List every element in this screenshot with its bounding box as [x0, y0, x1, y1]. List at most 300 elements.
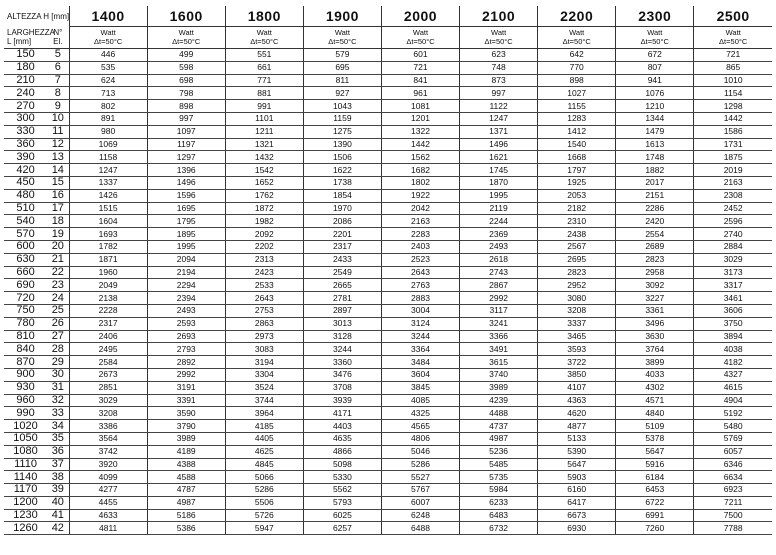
watt-value-cell: 1682	[381, 164, 459, 177]
height-value: 2100	[460, 6, 538, 27]
watt-value-cell: 1668	[538, 151, 616, 164]
watt-value-cell: 4625	[225, 445, 303, 458]
width-cell: 1140	[4, 471, 47, 484]
width-cell: 1200	[4, 496, 47, 509]
table-row	[4, 215, 772, 228]
table-row	[4, 74, 772, 87]
watt-value-cell: 5485	[460, 458, 538, 471]
watt-value-cell: 2042	[381, 202, 459, 215]
watt-value-cell: 2369	[460, 228, 538, 241]
watt-value-cell: 1895	[147, 228, 225, 241]
watt-value-cell: 3742	[69, 445, 147, 458]
elements-cell: 16	[47, 189, 69, 202]
watt-value-cell: 3361	[616, 304, 694, 317]
watt-value-cell: 1076	[616, 87, 694, 100]
watt-value-cell: 1155	[538, 100, 616, 113]
height-value: 1800	[225, 6, 303, 27]
watt-value-cell: 2138	[69, 292, 147, 305]
watt-value-cell: 6417	[538, 496, 616, 509]
watt-value-cell: 1412	[538, 125, 616, 138]
table-row	[4, 484, 772, 497]
watt-value-cell: 1970	[303, 202, 381, 215]
watt-value-cell: 1154	[694, 87, 772, 100]
elements-cell: 29	[47, 356, 69, 369]
watt-value-cell: 1621	[460, 151, 538, 164]
watt-value-cell: 721	[694, 49, 772, 62]
unit-header-cell	[694, 27, 772, 49]
watt-value-cell: 5903	[538, 471, 616, 484]
watt-value-cell: 5916	[616, 458, 694, 471]
width-cell: 480	[4, 189, 47, 202]
elements-cell: 42	[47, 522, 69, 535]
width-cell: 1080	[4, 445, 47, 458]
watt-value-cell: 2403	[381, 240, 459, 253]
watt-value-cell: 4455	[69, 496, 147, 509]
unit-delta-t: Δt=50°C	[172, 36, 201, 46]
table-row	[4, 202, 772, 215]
watt-value-cell: 770	[538, 61, 616, 74]
watt-value-cell: 1515	[69, 202, 147, 215]
watt-value-cell: 2423	[225, 266, 303, 279]
watt-value-cell: 4388	[147, 458, 225, 471]
elements-cell: 9	[47, 100, 69, 113]
watt-value-cell: 1097	[147, 125, 225, 138]
watt-value-cell: 2420	[616, 215, 694, 228]
watt-value-cell: 695	[303, 61, 381, 74]
watt-value-cell: 1596	[147, 189, 225, 202]
watt-value-cell: 3593	[538, 343, 616, 356]
width-cell: 960	[4, 394, 47, 407]
width-cell: 360	[4, 138, 47, 151]
watt-value-cell: 1731	[694, 138, 772, 151]
watt-value-cell: 2119	[460, 202, 538, 215]
elements-cell: 30	[47, 368, 69, 381]
watt-value-cell: 2019	[694, 164, 772, 177]
watt-value-cell: 991	[225, 100, 303, 113]
unit-delta-t: Δt=50°C	[328, 36, 357, 46]
table-row	[4, 61, 772, 74]
watt-value-cell: 2897	[303, 304, 381, 317]
watt-value-cell: 698	[147, 74, 225, 87]
elements-cell: 24	[47, 292, 69, 305]
watt-value-cell: 841	[381, 74, 459, 87]
watt-value-cell: 5236	[460, 445, 538, 458]
watt-value-cell: 997	[460, 87, 538, 100]
elements-cell: 26	[47, 317, 69, 330]
watt-value-cell: 2643	[381, 266, 459, 279]
elements-cell: 38	[47, 471, 69, 484]
watt-value-cell: 3004	[381, 304, 459, 317]
unit-delta-t: Δt=50°C	[484, 36, 513, 46]
elements-cell: 7	[47, 74, 69, 87]
watt-value-cell: 3128	[303, 330, 381, 343]
width-cell: 1260	[4, 522, 47, 535]
larghezza-unit-line: L [mm]	[7, 37, 32, 47]
watt-value-cell: 3524	[225, 381, 303, 394]
watt-value-cell: 2781	[303, 292, 381, 305]
unit-delta-t: Δt=50°C	[94, 36, 123, 46]
watt-value-cell: 2992	[147, 368, 225, 381]
elements-cell: 12	[47, 138, 69, 151]
watt-value-cell: 2452	[694, 202, 772, 215]
watt-value-cell: 1802	[381, 176, 459, 189]
watt-value-cell: 3461	[694, 292, 772, 305]
watt-value-cell: 3744	[225, 394, 303, 407]
unit-delta-t: Δt=50°C	[640, 36, 669, 46]
watt-value-cell: 2308	[694, 189, 772, 202]
watt-value-cell: 1010	[694, 74, 772, 87]
watt-value-cell: 2992	[460, 292, 538, 305]
watt-value-cell: 6160	[538, 484, 616, 497]
unit-delta-t: Δt=50°C	[562, 36, 591, 46]
watt-value-cell: 2693	[147, 330, 225, 343]
elements-cell: 32	[47, 394, 69, 407]
table-row	[4, 509, 772, 522]
watt-value-cell: 3092	[616, 279, 694, 292]
watt-value-cell: 3740	[460, 368, 538, 381]
width-cell: 1230	[4, 509, 47, 522]
watt-value-cell: 6673	[538, 509, 616, 522]
watt-value-cell: 961	[381, 87, 459, 100]
watt-value-cell: 2017	[616, 176, 694, 189]
table-row	[4, 471, 772, 484]
watt-value-cell: 5735	[460, 471, 538, 484]
watt-value-cell: 3484	[381, 356, 459, 369]
watt-value-cell: 4620	[538, 407, 616, 420]
table-row	[4, 176, 772, 189]
elements-cell: 40	[47, 496, 69, 509]
watt-value-cell: 2495	[69, 343, 147, 356]
table-row	[4, 112, 772, 125]
table-row	[4, 407, 772, 420]
watt-value-cell: 3845	[381, 381, 459, 394]
watt-value-cell: 5133	[538, 432, 616, 445]
elements-cell: 5	[47, 49, 69, 62]
height-value: 1600	[147, 6, 225, 27]
table-row	[4, 343, 772, 356]
watt-value-cell: 2793	[147, 343, 225, 356]
watt-value-cell: 4085	[381, 394, 459, 407]
table-row	[4, 304, 772, 317]
elements-cell: 31	[47, 381, 69, 394]
watt-value-cell: 6248	[381, 509, 459, 522]
watt-value-cell: 3366	[460, 330, 538, 343]
watt-value-cell: 3491	[460, 343, 538, 356]
watt-value-cell: 6257	[303, 522, 381, 535]
unit-watt: Watt	[334, 28, 350, 37]
watt-value-cell: 1371	[460, 125, 538, 138]
watt-value-cell: 5192	[694, 407, 772, 420]
elements-cell: 33	[47, 407, 69, 420]
watt-value-cell: 1875	[694, 151, 772, 164]
watt-value-cell: 5726	[225, 509, 303, 522]
elements-cell: 22	[47, 266, 69, 279]
watt-value-cell: 2958	[616, 266, 694, 279]
watt-value-cell: 898	[538, 74, 616, 87]
watt-value-cell: 6488	[381, 522, 459, 535]
watt-value-cell: 1298	[694, 100, 772, 113]
elements-cell: 6	[47, 61, 69, 74]
watt-value-cell: 3317	[694, 279, 772, 292]
watt-value-cell: 5767	[381, 484, 459, 497]
table-row	[4, 458, 772, 471]
watt-value-cell: 6722	[616, 496, 694, 509]
elements-cell: 15	[47, 176, 69, 189]
watt-value-cell: 5098	[303, 458, 381, 471]
width-cell: 180	[4, 61, 47, 74]
watt-value-cell: 2743	[460, 266, 538, 279]
width-cell: 660	[4, 266, 47, 279]
data-body	[4, 49, 772, 535]
width-cell: 150	[4, 49, 47, 62]
watt-value-cell: 4185	[225, 420, 303, 433]
height-value: 1900	[303, 6, 381, 27]
width-cell: 1050	[4, 432, 47, 445]
watt-value-cell: 4327	[694, 368, 772, 381]
table-row	[4, 253, 772, 266]
elements-cell: 17	[47, 202, 69, 215]
watt-value-cell: 6025	[303, 509, 381, 522]
elements-cell: 11	[47, 125, 69, 138]
watt-value-cell: 1432	[225, 151, 303, 164]
watt-value-cell: 2618	[460, 253, 538, 266]
table-row	[4, 445, 772, 458]
watt-value-cell: 748	[460, 61, 538, 74]
height-value: 2000	[381, 6, 459, 27]
elements-cell: 14	[47, 164, 69, 177]
watt-value-cell: 1982	[225, 215, 303, 228]
watt-value-cell: 1396	[147, 164, 225, 177]
elements-cell: 23	[47, 279, 69, 292]
table-row	[4, 266, 772, 279]
unit-watt: Watt	[725, 28, 741, 37]
watt-value-cell: 624	[69, 74, 147, 87]
watt-value-cell: 1782	[69, 240, 147, 253]
watt-value-cell: 1652	[225, 176, 303, 189]
watt-value-cell: 3191	[147, 381, 225, 394]
watt-value-cell: 1872	[225, 202, 303, 215]
width-cell: 270	[4, 100, 47, 113]
table-row	[4, 292, 772, 305]
watt-value-cell: 941	[616, 74, 694, 87]
unit-header-cell	[616, 27, 694, 49]
watt-value-cell: 2867	[460, 279, 538, 292]
width-cell: 870	[4, 356, 47, 369]
watt-value-cell: 2533	[225, 279, 303, 292]
watt-value-cell: 2317	[69, 317, 147, 330]
watt-value-cell: 2228	[69, 304, 147, 317]
watt-value-cell: 1496	[460, 138, 538, 151]
watt-value-cell: 6007	[381, 496, 459, 509]
unit-header-cell	[147, 27, 225, 49]
watt-value-cell: 2406	[69, 330, 147, 343]
watt-value-cell: 927	[303, 87, 381, 100]
watt-value-cell: 1854	[303, 189, 381, 202]
watt-value-cell: 6930	[538, 522, 616, 535]
watt-value-cell: 2596	[694, 215, 772, 228]
width-cell: 600	[4, 240, 47, 253]
width-cell: 1170	[4, 484, 47, 497]
watt-value-cell: 1337	[69, 176, 147, 189]
unit-delta-t: Δt=50°C	[406, 36, 435, 46]
watt-value-cell: 1101	[225, 112, 303, 125]
width-cell: 690	[4, 279, 47, 292]
watt-value-cell: 997	[147, 112, 225, 125]
watt-value-cell: 5378	[616, 432, 694, 445]
watt-value-cell: 601	[381, 49, 459, 62]
elements-cell: 20	[47, 240, 69, 253]
table-row	[4, 189, 772, 202]
watt-value-cell: 1496	[147, 176, 225, 189]
watt-value-cell: 2695	[538, 253, 616, 266]
watt-value-cell: 2753	[225, 304, 303, 317]
watt-value-cell: 5984	[460, 484, 538, 497]
watt-value-cell: 2317	[303, 240, 381, 253]
table-row	[4, 228, 772, 241]
watt-value-cell: 2053	[538, 189, 616, 202]
watt-value-cell: 1870	[460, 176, 538, 189]
watt-value-cell: 1210	[616, 100, 694, 113]
unit-watt: Watt	[491, 28, 507, 37]
watt-value-cell: 4277	[69, 484, 147, 497]
watt-value-cell: 3708	[303, 381, 381, 394]
watt-value-cell: 4182	[694, 356, 772, 369]
watt-value-cell: 5066	[225, 471, 303, 484]
watt-value-cell: 4403	[303, 420, 381, 433]
watt-value-cell: 2851	[69, 381, 147, 394]
watt-value-cell: 1069	[69, 138, 147, 151]
unit-watt: Watt	[178, 28, 194, 37]
watt-value-cell: 6991	[616, 509, 694, 522]
watt-value-cell: 3964	[225, 407, 303, 420]
watt-value-cell: 6453	[616, 484, 694, 497]
watt-value-cell: 2286	[616, 202, 694, 215]
height-value: 2500	[716, 8, 750, 24]
watt-value-cell: 3894	[694, 330, 772, 343]
width-cell: 240	[4, 87, 47, 100]
elements-cell: 18	[47, 215, 69, 228]
watt-value-cell: 4787	[147, 484, 225, 497]
watt-value-cell: 2493	[147, 304, 225, 317]
watt-value-cell: 1159	[303, 112, 381, 125]
watt-value-cell: 1882	[616, 164, 694, 177]
table-row	[4, 356, 772, 369]
watt-value-cell: 3564	[69, 432, 147, 445]
table-row	[4, 87, 772, 100]
watt-value-cell: 2952	[538, 279, 616, 292]
watt-value-cell: 2394	[147, 292, 225, 305]
watt-value-cell: 2163	[694, 176, 772, 189]
table-row	[4, 138, 772, 151]
watt-value-cell: 4845	[225, 458, 303, 471]
watt-value-cell: 1275	[303, 125, 381, 138]
watt-value-cell: 1586	[694, 125, 772, 138]
watt-value-cell: 5286	[225, 484, 303, 497]
table-row	[4, 164, 772, 177]
watt-value-cell: 4904	[694, 394, 772, 407]
watt-value-cell: 3920	[69, 458, 147, 471]
watt-value-cell: 642	[538, 49, 616, 62]
watt-value-cell: 3080	[538, 292, 616, 305]
watt-value-cell: 3615	[460, 356, 538, 369]
watt-value-cell: 5386	[147, 522, 225, 535]
watt-value-cell: 2584	[69, 356, 147, 369]
watt-value-cell: 1442	[694, 112, 772, 125]
watt-value-cell: 1738	[303, 176, 381, 189]
watt-value-cell: 4811	[69, 522, 147, 535]
watt-value-cell: 4806	[381, 432, 459, 445]
width-cell: 750	[4, 304, 47, 317]
watt-value-cell: 2523	[381, 253, 459, 266]
watt-value-cell: 1321	[225, 138, 303, 151]
height-value: 1400	[69, 6, 147, 27]
elements-label-line: N°	[53, 28, 63, 38]
watt-value-cell: 1995	[147, 240, 225, 253]
watt-value-cell: 5506	[225, 496, 303, 509]
watt-value-cell: 2554	[616, 228, 694, 241]
watt-value-cell: 3750	[694, 317, 772, 330]
watt-value-cell: 713	[69, 87, 147, 100]
watt-value-cell: 1283	[538, 112, 616, 125]
watt-value-cell: 1622	[303, 164, 381, 177]
width-cell: 330	[4, 125, 47, 138]
watt-value-cell: 4107	[538, 381, 616, 394]
larghezza-label-line: LARGHEZZA	[7, 28, 56, 38]
elements-cell: 25	[47, 304, 69, 317]
unit-watt: Watt	[412, 28, 429, 37]
watt-value-cell: 6923	[694, 484, 772, 497]
watt-value-cell: 1695	[147, 202, 225, 215]
watt-value-cell: 2151	[616, 189, 694, 202]
watt-value-cell: 2883	[381, 292, 459, 305]
unit-header-cell	[460, 27, 538, 49]
watt-value-cell: 1197	[147, 138, 225, 151]
elements-cell: 36	[47, 445, 69, 458]
watt-value-cell: 3764	[616, 343, 694, 356]
watt-value-cell: 2182	[538, 202, 616, 215]
watt-value-cell: 2438	[538, 228, 616, 241]
watt-value-cell: 2567	[538, 240, 616, 253]
watt-value-cell: 3465	[538, 330, 616, 343]
elements-cell: 19	[47, 228, 69, 241]
watt-value-cell: 2163	[381, 215, 459, 228]
elements-cell: 41	[47, 509, 69, 522]
watt-value-cell: 3989	[460, 381, 538, 394]
watt-value-cell: 2294	[147, 279, 225, 292]
watt-value-cell: 5286	[381, 458, 459, 471]
watt-value-cell: 3604	[381, 368, 459, 381]
watt-value-cell: 661	[225, 61, 303, 74]
watt-value-cell: 4737	[460, 420, 538, 433]
watt-value-cell: 3360	[303, 356, 381, 369]
watt-value-cell: 1748	[616, 151, 694, 164]
watt-value-cell: 6483	[460, 509, 538, 522]
watt-value-cell: 3117	[460, 304, 538, 317]
table-row	[4, 381, 772, 394]
elements-cell: 39	[47, 484, 69, 497]
watt-value-cell: 873	[460, 74, 538, 87]
watt-value-cell: 5390	[538, 445, 616, 458]
watt-value-cell: 2892	[147, 356, 225, 369]
watt-value-cell: 1995	[460, 189, 538, 202]
watt-value-cell: 2092	[225, 228, 303, 241]
width-cell: 840	[4, 343, 47, 356]
watt-value-cell: 7211	[694, 496, 772, 509]
width-cell: 930	[4, 381, 47, 394]
watt-value-cell: 2094	[147, 253, 225, 266]
watt-value-cell: 5947	[225, 522, 303, 535]
watt-value-cell: 1426	[69, 189, 147, 202]
